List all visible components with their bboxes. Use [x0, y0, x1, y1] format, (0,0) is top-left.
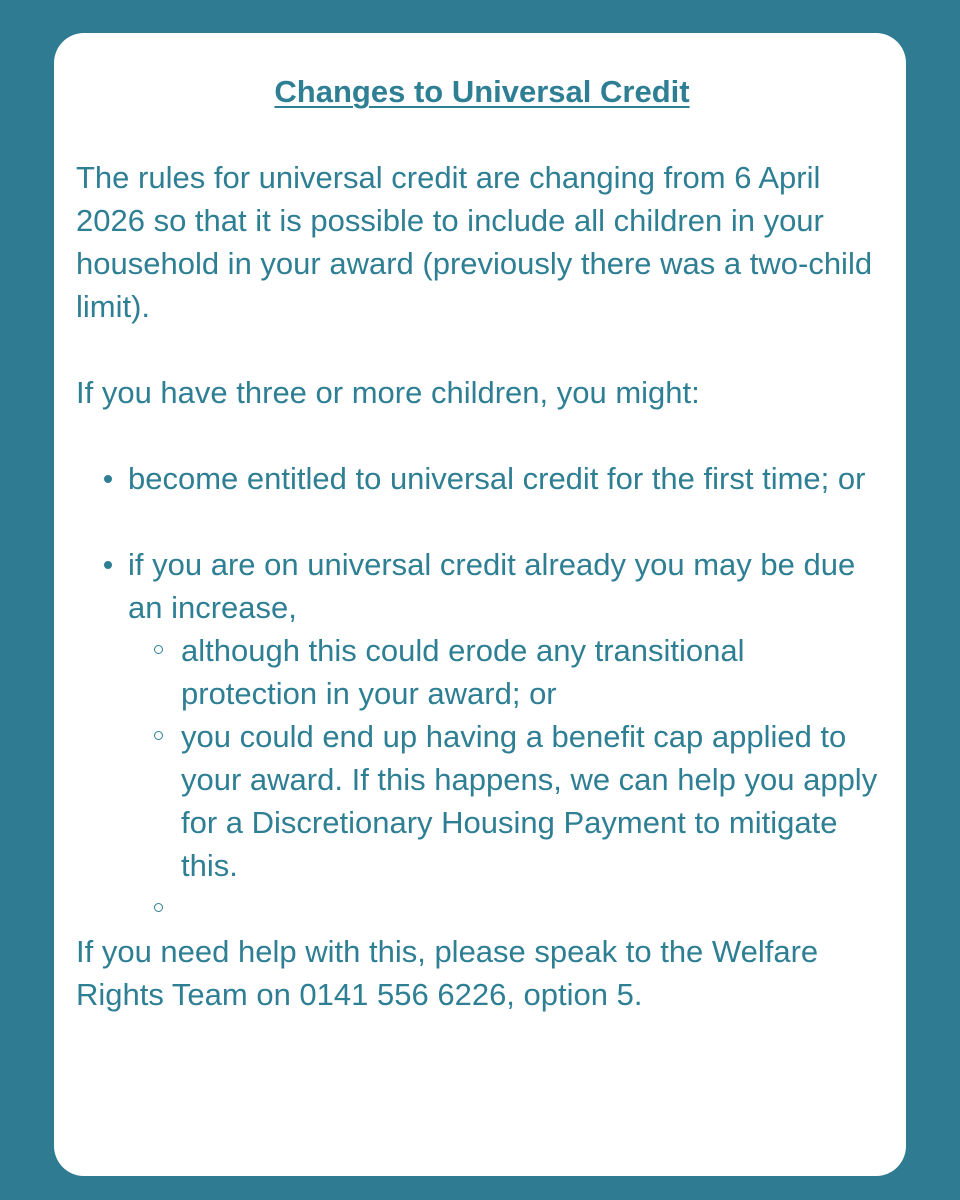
bullet-list	[76, 457, 888, 930]
bullet-dot-icon	[104, 475, 112, 483]
hollow-bullet-icon	[154, 903, 163, 912]
bullet-dot-icon	[104, 561, 112, 569]
info-card	[54, 33, 906, 1176]
list-item-text: become entitled to universal credit for the first time; or	[128, 461, 866, 496]
hollow-bullet-icon	[154, 731, 163, 740]
list-item-text: if you are on universal credit already you may be due an increase,	[128, 547, 856, 625]
list-item	[76, 543, 888, 930]
list-item	[76, 457, 888, 500]
card-content	[76, 33, 888, 1016]
sub-list-item	[128, 629, 888, 715]
sub-list-item-text: although this could erode any transitional protection in your award; or	[181, 633, 745, 711]
sub-list-item	[128, 715, 888, 887]
sub-list-item	[128, 887, 888, 930]
sub-list-item-text: you could end up having a benefit cap applied to your award. If this happens, we can help you apply for a Discretionary Housing Payment to mitigate this.	[181, 719, 878, 883]
page-title: Changes to Universal Credit	[274, 74, 690, 109]
contact-paragraph: If you need help with this, please speak to the Welfare Rights Team on 0141 556 6226, option 5.	[76, 934, 819, 1012]
intro-paragraph: The rules for universal credit are changing from 6 April 2026 so that it is possible to include all children in your household in your award (previously there was a two-child limit).	[76, 160, 873, 324]
hollow-bullet-icon	[154, 645, 163, 654]
lead-paragraph: If you have three or more children, you might:	[76, 375, 700, 410]
sub-bullet-list	[128, 629, 888, 930]
